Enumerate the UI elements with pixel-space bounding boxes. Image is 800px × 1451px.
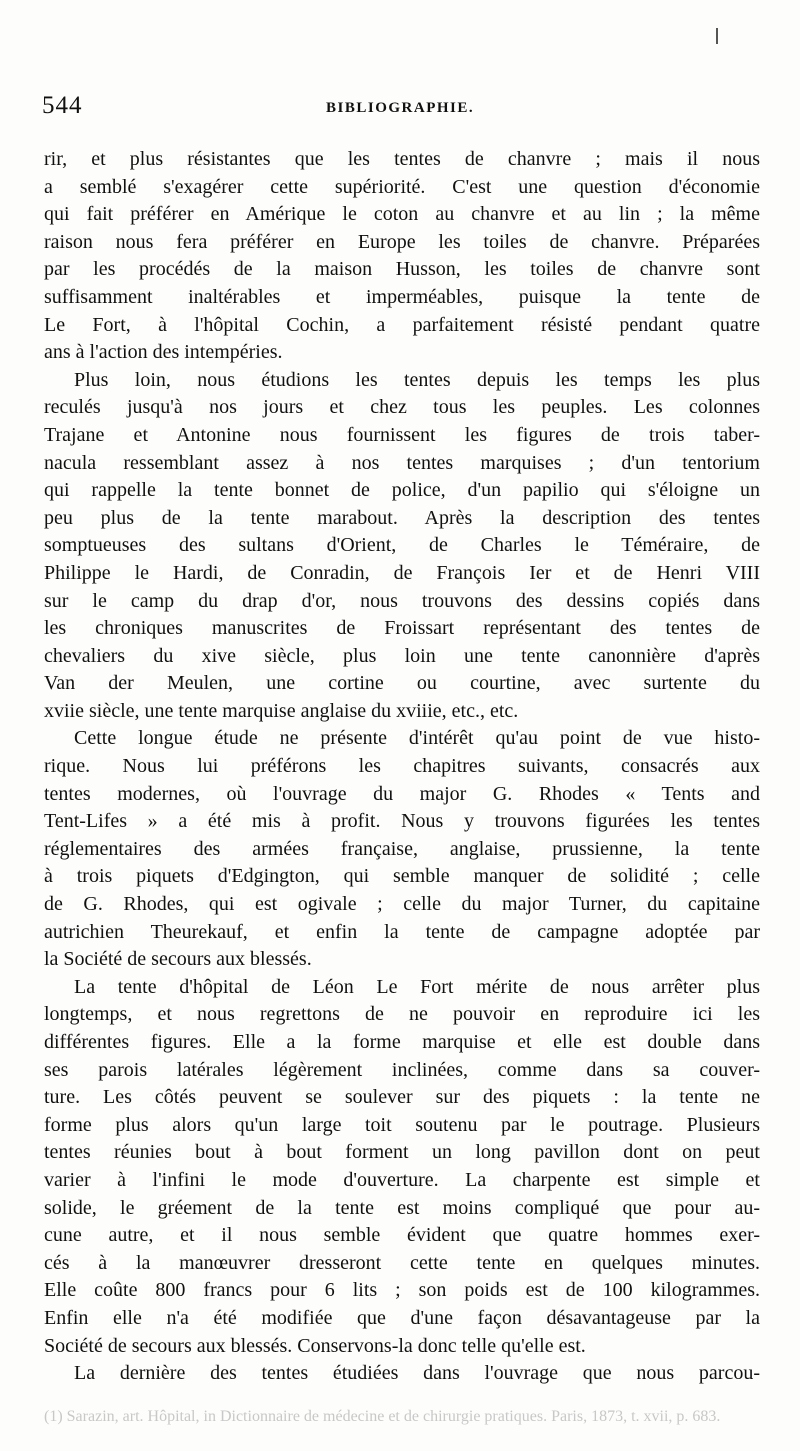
text-line: La tente d'hôpital de Léon Le Fort mérite de nous arrêter plus [74, 975, 760, 998]
text-line: solide, le gréement de la tente est moins compliqué que pour au- [44, 1196, 760, 1219]
text-line: varier à l'infini le mode d'ouverture. La charpente est simple et [44, 1168, 760, 1191]
page-header [42, 92, 760, 126]
text-line: xviie siècle, une tente marquise anglaise du xviiie, etc., etc. [44, 699, 519, 722]
text-line: cés à la manœuvrer dresseront cette tente en quelques minutes. [44, 1251, 760, 1274]
text-line: qui rappelle la tente bonnet de police, d'un papilio qui s'éloigne un [44, 479, 760, 502]
body-text [44, 146, 760, 1388]
text-line: cune autre, et il nous semble évident que quatre hommes exer- [44, 1224, 760, 1247]
text-line: la Société de secours aux blessés. [44, 948, 312, 971]
page-number: 544 [42, 92, 83, 119]
text-line: Cette longue étude ne présente d'intérêt qu'au point de vue histo- [74, 727, 760, 750]
text-line: tentes modernes, où l'ouvrage du major G. Rhodes « Tents and [44, 782, 760, 805]
text-line: suffisamment inaltérables et imperméables, puisque la tente de [44, 285, 760, 308]
text-line: par les procédés de la maison Husson, les toiles de chanvre sont [44, 258, 760, 281]
text-line: ture. Les côtés peuvent se soulever sur des piquets : la tente ne [44, 1086, 760, 1109]
text-line: tentes réunies bout à bout forment un long pavillon dont on peut [44, 1141, 760, 1164]
text-line: La dernière des tentes étudiées dans l'ouvrage que nous parcou- [74, 1362, 760, 1385]
text-line: longtemps, et nous regrettons de ne pouvoir en reproduire ici les [44, 1003, 760, 1026]
text-line: Van der Meulen, une cortine ou courtine, avec surtente du [44, 672, 760, 695]
text-line: autrichien Theurekauf, et enfin la tente de campagne adoptée par [44, 920, 760, 943]
text-line: les chroniques manuscrites de Froissart représentant des tentes de [44, 617, 760, 640]
text-line: forme plus alors qu'un large toit soutenu par le poutrage. Plusieurs [44, 1113, 760, 1136]
text-line: Tent-Lifes » a été mis à profit. Nous y trouvons figurées les tentes [44, 810, 760, 833]
text-line: Elle coûte 800 francs pour 6 lits ; son poids est de 100 kilogrammes. [44, 1279, 760, 1302]
text-line: sur le camp du drap d'or, nous trouvons des dessins copiés dans [44, 589, 760, 612]
text-line: Société de secours aux blessés. Conservons-la donc telle qu'elle est. [44, 1334, 586, 1357]
text-line: a semblé s'exagérer cette supériorité. C'est une question d'économie [44, 175, 760, 198]
show-through-footnote: (1) Sarazin, art. Hôpital, in Dictionnaire de médecine et de chirurgie pratiques. Paris, 1873, t. xvii, p. 683. [44, 1408, 721, 1425]
text-line: ses parois latérales légèrement inclinées, comme dans sa couver- [44, 1058, 760, 1081]
text-line: différentes figures. Elle a la forme marquise et elle est double dans [44, 1031, 760, 1053]
running-title: BIBLIOGRAPHIE. [326, 100, 475, 116]
text-line: reculés jusqu'à nos jours et chez tous les peuples. Les colonnes [44, 396, 760, 419]
text-line: nacula ressemblant assez à nos tentes marquises ; d'un tentorium [44, 451, 760, 474]
text-line: ans à l'action des intempéries. [44, 341, 283, 364]
text-line: Plus loin, nous étudions les tentes depuis les temps les plus [74, 368, 760, 391]
text-line: rique. Nous lui préférons les chapitres suivants, consacrés aux [44, 755, 760, 778]
text-line: chevaliers du xive siècle, plus loin une tente canonnière d'après [44, 644, 760, 667]
text-line: rir, et plus résistantes que les tentes de chanvre ; mais il nous [44, 148, 760, 170]
text-line: peu plus de la tente marabout. Après la description des tentes [44, 506, 760, 529]
text-line: Le Fort, à l'hôpital Cochin, a parfaitement résisté pendant quatre [44, 313, 760, 336]
text-line: qui fait préférer en Amérique le coton au chanvre et au lin ; la même [44, 203, 760, 226]
text-line: Philippe le Hardi, de Conradin, de François Ier et de Henri VIII [44, 561, 760, 584]
text-line: somptueuses des sultans d'Orient, de Charles le Téméraire, de [44, 534, 760, 557]
margin-mark [716, 28, 718, 44]
text-line: Enfin elle n'a été modifiée que d'une façon désavantageuse par la [44, 1306, 760, 1329]
text-line: réglementaires des armées française, anglaise, prussienne, la tente [44, 837, 760, 860]
text-line: à trois piquets d'Edgington, qui semble manquer de solidité ; celle [44, 865, 760, 888]
text-line: raison nous fera préférer en Europe les toiles de chanvre. Préparées [44, 230, 760, 253]
text-line: Trajane et Antonine nous fournissent les figures de trois taber- [44, 423, 760, 446]
text-line: de G. Rhodes, qui est ogivale ; celle du major Turner, du capitaine [44, 893, 760, 916]
